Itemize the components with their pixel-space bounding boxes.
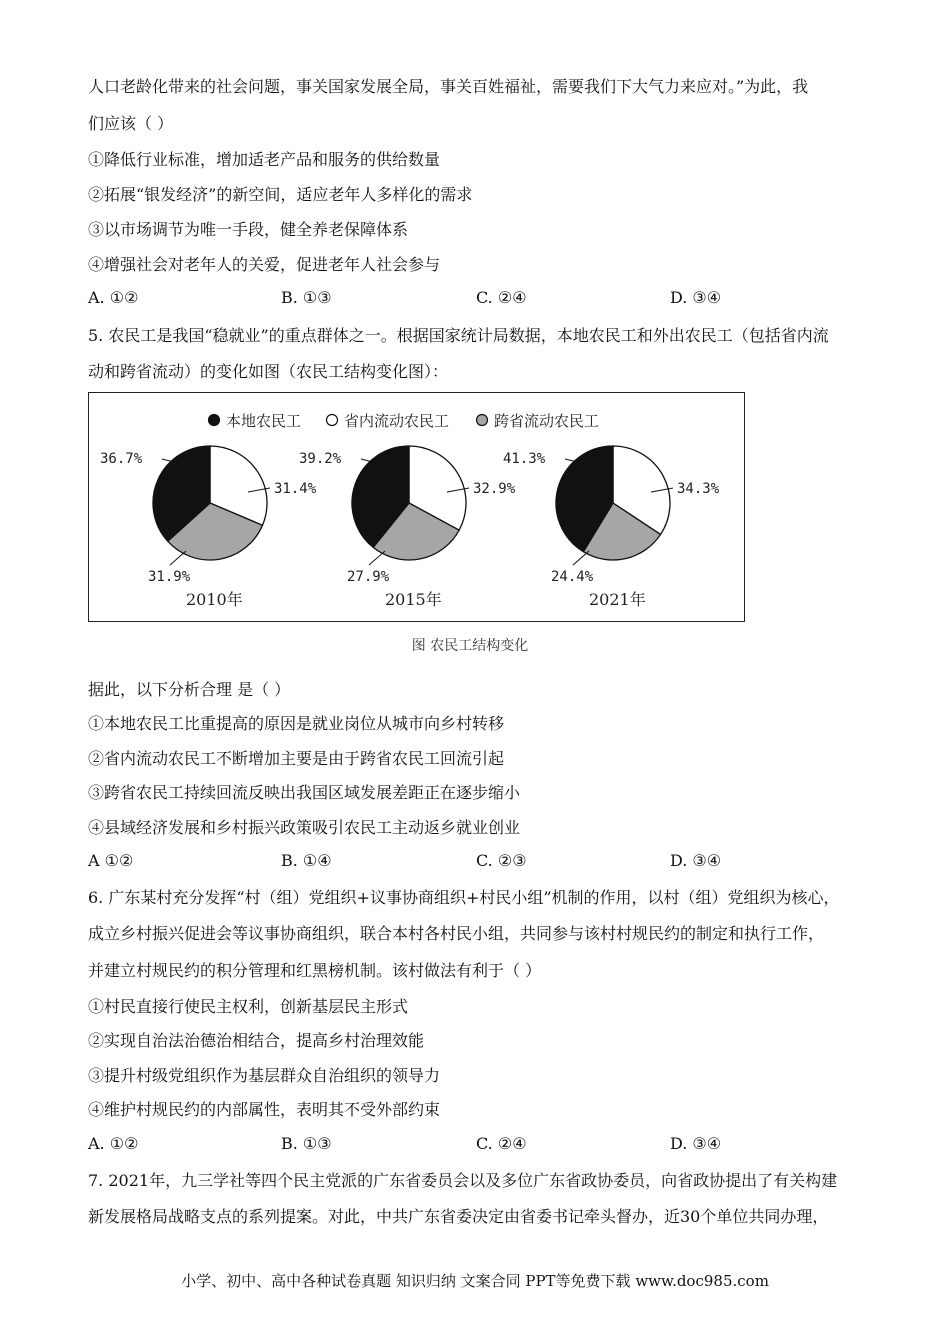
q4-choice-1: ①降低行业标准，增加适老产品和服务的供给数量 [88, 150, 441, 169]
q6-choice-2: ②实现自治法治德治相结合，提高乡村治理效能 [88, 1031, 425, 1050]
pie-2-leader-3 [369, 551, 385, 565]
pie-1 [100, 446, 317, 609]
q5-choice-4: ④县域经济发展和乡村振兴政策吸引农民工主动返乡就业创业 [88, 818, 521, 837]
pie-1-leader-3 [170, 551, 186, 565]
pie-chart-figure [88, 392, 745, 622]
figure-caption: 图 农民工结构变化 [411, 638, 529, 654]
pie-1-label-3: 31.9% [148, 569, 191, 585]
q5-choice-2: ②省内流动农民工不断增加主要是由于跨省农民工回流引起 [88, 749, 505, 768]
pie-3-label-3: 24.4% [551, 569, 594, 585]
legend-marker-3 [477, 415, 488, 426]
q5-option-a: A ①② [88, 851, 134, 870]
q4-choice-2: ②拓展“银发经济”的新空间，适应老年人多样化的需求 [88, 185, 473, 204]
q4-option-a: A. ①② [88, 288, 139, 307]
q7-stem-line-2: 新发展格局战略支点的系列提案。对此，中共广东省委决定由省委书记牵头督办，近30个单位共同办理， [88, 1207, 829, 1226]
pie-1-year: 2010年 [186, 590, 243, 609]
legend-label-3: 跨省流动农民工 [494, 412, 600, 430]
q6-option-b: B. ①③ [281, 1134, 332, 1153]
chart-legend [209, 412, 600, 430]
pie-3-year: 2021年 [589, 590, 646, 609]
q6-option-d: D. ③④ [670, 1134, 722, 1153]
q6-option-a: A. ①② [88, 1134, 139, 1153]
q5-option-c: C. ②③ [476, 851, 527, 870]
pie-2-label-1: 39.2% [299, 451, 342, 467]
q4-choice-3: ③以市场调节为唯一手段，健全养老保障体系 [88, 220, 409, 239]
pie-1-label-1: 36.7% [100, 451, 143, 467]
q4-option-b: B. ①③ [281, 288, 332, 307]
pie-1-label-2: 31.4% [274, 481, 317, 497]
q5-option-b: B. ①④ [281, 851, 332, 870]
legend-marker-2 [327, 415, 338, 426]
legend-label-2: 省内流动农民工 [344, 412, 450, 430]
q6-choice-3: ③提升村级党组织作为基层群众自治组织的领导力 [88, 1066, 441, 1085]
q5-stem-line-1: 5. 农民工是我国“稳就业”的重点群体之一。根据国家统计局数据，本地农民工和外出农民工（包括省内流 [88, 326, 829, 345]
q4-option-d: D. ③④ [670, 288, 722, 307]
pie-3-leader-3 [573, 551, 589, 565]
q4-choice-4: ④增强社会对老年人的关爱，促进老年人社会参与 [88, 255, 441, 274]
q6-stem-line-2: 成立乡村振兴促进会等议事协商组织，联合本村各村民小组，共同参与该村村规民约的制定和执行工作， [88, 924, 825, 943]
q4-stem-line-2: 们应该（ ） [88, 114, 174, 133]
q7-stem-line-1: 7. 2021年，九三学社等四个民主党派的广东省委员会以及多位广东省政协委员，向省政协提出了有关构建 [88, 1171, 838, 1190]
pie-3 [503, 446, 720, 609]
pie-2-label-2: 32.9% [473, 481, 516, 497]
q6-stem-line-1: 6. 广东某村充分发挥“村（组）党组织+议事协商组织+村民小组”机制的作用，以村（组）党组织为核心， [88, 888, 840, 907]
pie-2-label-3: 27.9% [347, 569, 390, 585]
q6-choice-1: ①村民直接行使民主权利，创新基层民主形式 [88, 997, 409, 1016]
q5-question: 据此，以下分析合理 是（ ） [88, 680, 291, 699]
pie-2-year: 2015年 [385, 590, 442, 609]
pie-2 [299, 446, 516, 609]
q6-option-c: C. ②④ [476, 1134, 527, 1153]
legend-label-1: 本地农民工 [226, 412, 302, 430]
q6-stem-line-3: 并建立村规民约的积分管理和红黑榜机制。该村做法有利于（ ） [88, 961, 542, 980]
legend-marker-1 [209, 415, 220, 426]
q6-choice-4: ④维护村规民约的内部属性，表明其不受外部约束 [88, 1100, 441, 1119]
q5-choice-3: ③跨省农民工持续回流反映出我国区域发展差距正在逐步缩小 [88, 783, 521, 802]
q4-stem-line-1: 人口老龄化带来的社会问题，事关国家发展全局，事关百姓福祉，需要我们下大气力来应对。”为此，我 [88, 77, 809, 96]
pie-3-label-2: 34.3% [677, 481, 720, 497]
q5-option-d: D. ③④ [670, 851, 722, 870]
q4-option-c: C. ②④ [476, 288, 527, 307]
q5-stem-line-2: 动和跨省流动）的变化如图（农民工结构变化图）： [88, 362, 449, 381]
q5-choice-1: ①本地农民工比重提高的原因是就业岗位从城市向乡村转移 [88, 714, 505, 733]
pie-3-label-1: 41.3% [503, 451, 546, 467]
pie-charts-svg [89, 393, 744, 621]
page-footer: 小学、初中、高中各种试卷真题 知识归纳 文案合同 PPT等免费下载 www.doc985.com [181, 1272, 769, 1290]
